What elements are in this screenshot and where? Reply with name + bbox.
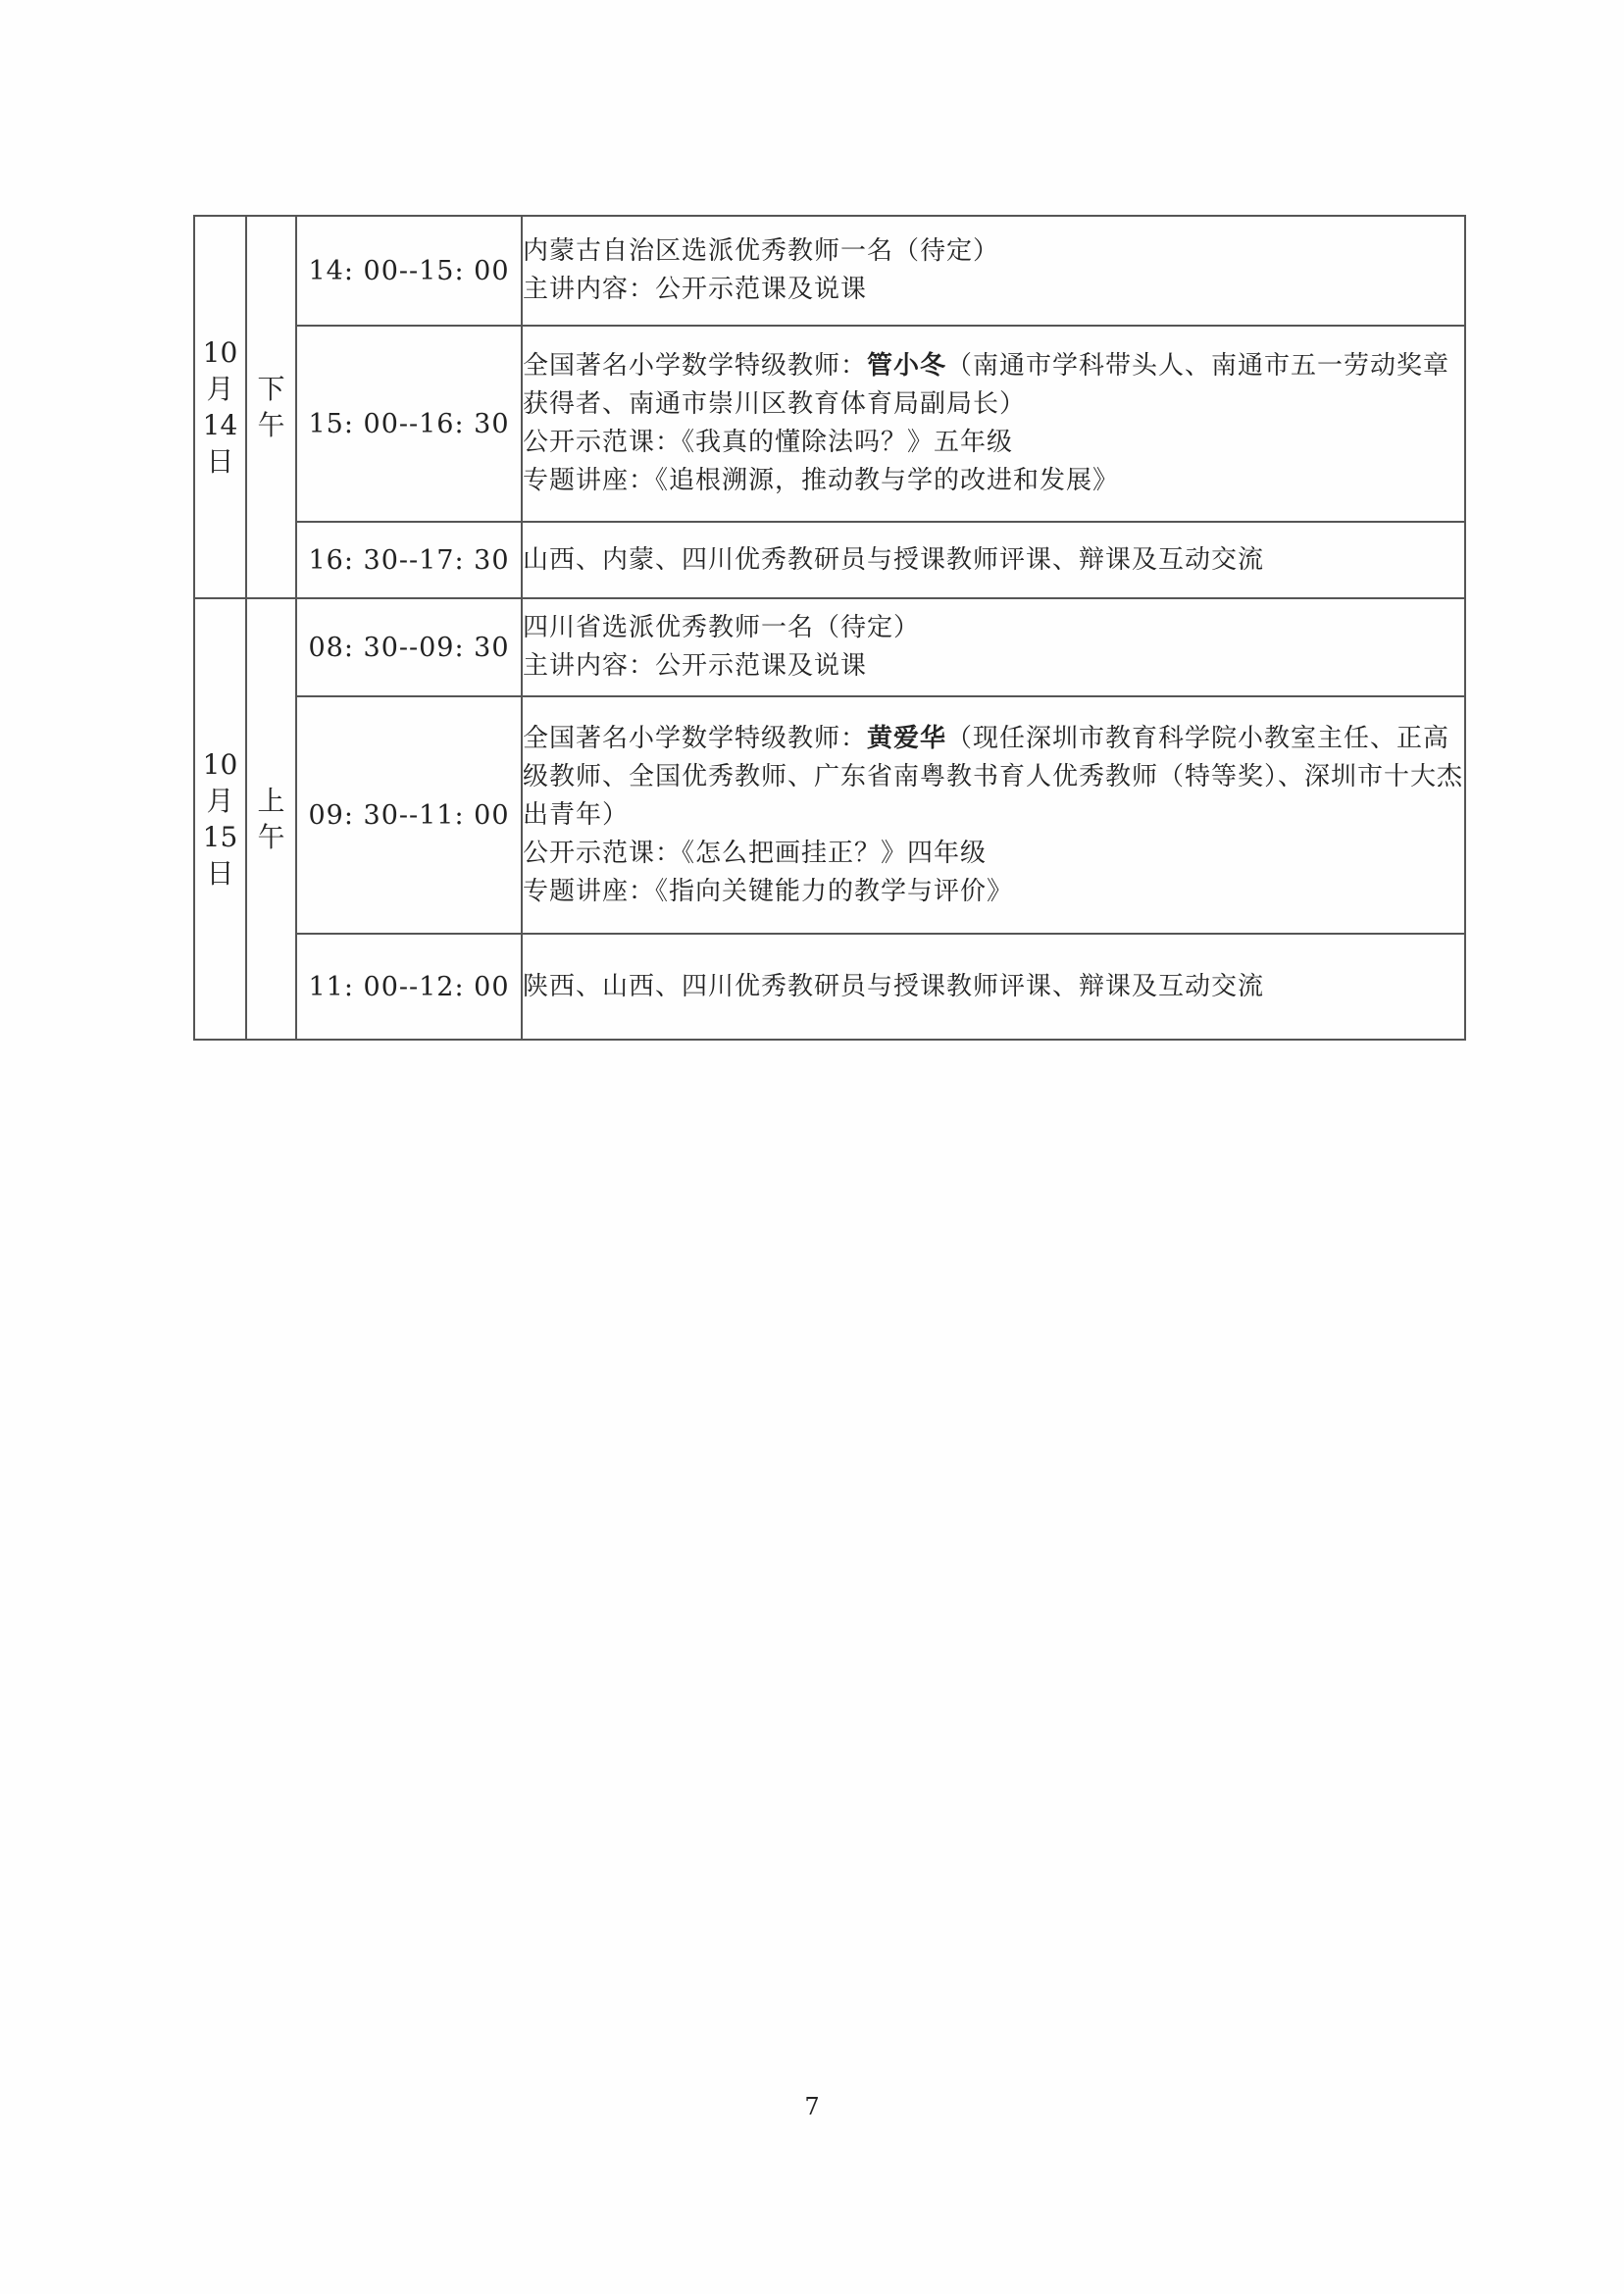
content-line: 公开示范课：《我真的懂除法吗？》五年级 bbox=[523, 428, 1014, 457]
content-line: 公开示范课：《怎么把画挂正？》四年级 bbox=[523, 838, 988, 868]
period-cell bbox=[246, 216, 296, 598]
date-char: 日 bbox=[206, 445, 234, 478]
period-char: 下 bbox=[257, 373, 285, 405]
date-cell bbox=[194, 598, 246, 1040]
time-cell: 09: 30--11: 00 bbox=[296, 696, 522, 934]
date-char: 10 bbox=[202, 748, 238, 781]
time-cell: 08: 30--09: 30 bbox=[296, 598, 522, 696]
speaker-line bbox=[523, 347, 1464, 424]
table-row bbox=[194, 696, 1465, 934]
content-cell bbox=[522, 326, 1465, 522]
content-line: 专题讲座：《指向关键能力的教学与评价》 bbox=[523, 876, 1014, 906]
table-row bbox=[194, 522, 1465, 598]
period-cell bbox=[246, 598, 296, 1040]
speaker-desc: （现任深圳市教育科学院小教室主任、正高级教师、全国优秀教师、广东省南粤教书育人优秀教师（特等奖）、深圳市十大杰出青年） bbox=[523, 723, 1464, 830]
table-row bbox=[194, 216, 1465, 326]
content-line: 主讲内容：公开示范课及说课 bbox=[523, 651, 868, 681]
content-cell bbox=[522, 598, 1465, 696]
schedule-table bbox=[193, 215, 1466, 1041]
page-number: 7 bbox=[804, 2093, 820, 2120]
content-line: 四川省选派优秀教师一名（待定） bbox=[523, 613, 921, 642]
period-char: 午 bbox=[257, 409, 285, 441]
period-char: 午 bbox=[257, 821, 285, 853]
speaker-line bbox=[523, 720, 1464, 835]
content-line: 山西、内蒙、四川优秀教研员与授课教师评课、辩课及互动交流 bbox=[523, 544, 1265, 575]
speaker-desc: （南通市学科带头人、南通市五一劳动奖章获得者、南通市崇川区教育体育局副局长） bbox=[523, 351, 1450, 419]
date-cell bbox=[194, 216, 246, 598]
speaker-name: 黄爱华 bbox=[867, 723, 947, 753]
date-char: 日 bbox=[206, 857, 234, 890]
speaker-prefix: 全国著名小学数学特级教师： bbox=[523, 351, 868, 381]
time-cell: 15: 00--16: 30 bbox=[296, 326, 522, 522]
content-line: 陕西、山西、四川优秀教研员与授课教师评课、辩课及互动交流 bbox=[523, 971, 1265, 1001]
period-char: 上 bbox=[257, 785, 285, 817]
content-cell bbox=[522, 522, 1465, 598]
date-char: 月 bbox=[206, 785, 234, 817]
table-row bbox=[194, 598, 1465, 696]
speaker-name: 管小冬 bbox=[867, 351, 947, 381]
content-line: 主讲内容：公开示范课及说课 bbox=[523, 275, 868, 304]
table-row bbox=[194, 326, 1465, 522]
date-char: 月 bbox=[206, 373, 234, 405]
time-cell: 11: 00--12: 00 bbox=[296, 934, 522, 1040]
date-char: 15 bbox=[202, 821, 238, 853]
content-line: 专题讲座：《追根溯源，推动教与学的改进和发展》 bbox=[523, 466, 1120, 495]
content-cell bbox=[522, 934, 1465, 1040]
date-char: 14 bbox=[202, 409, 238, 441]
content-cell bbox=[522, 696, 1465, 934]
date-char: 10 bbox=[202, 336, 238, 369]
content-line: 内蒙古自治区选派优秀教师一名（待定） bbox=[523, 236, 1000, 266]
table-row bbox=[194, 934, 1465, 1040]
speaker-prefix: 全国著名小学数学特级教师： bbox=[523, 723, 868, 753]
content-cell bbox=[522, 216, 1465, 326]
time-cell: 14: 00--15: 00 bbox=[296, 216, 522, 326]
time-cell: 16: 30--17: 30 bbox=[296, 522, 522, 598]
